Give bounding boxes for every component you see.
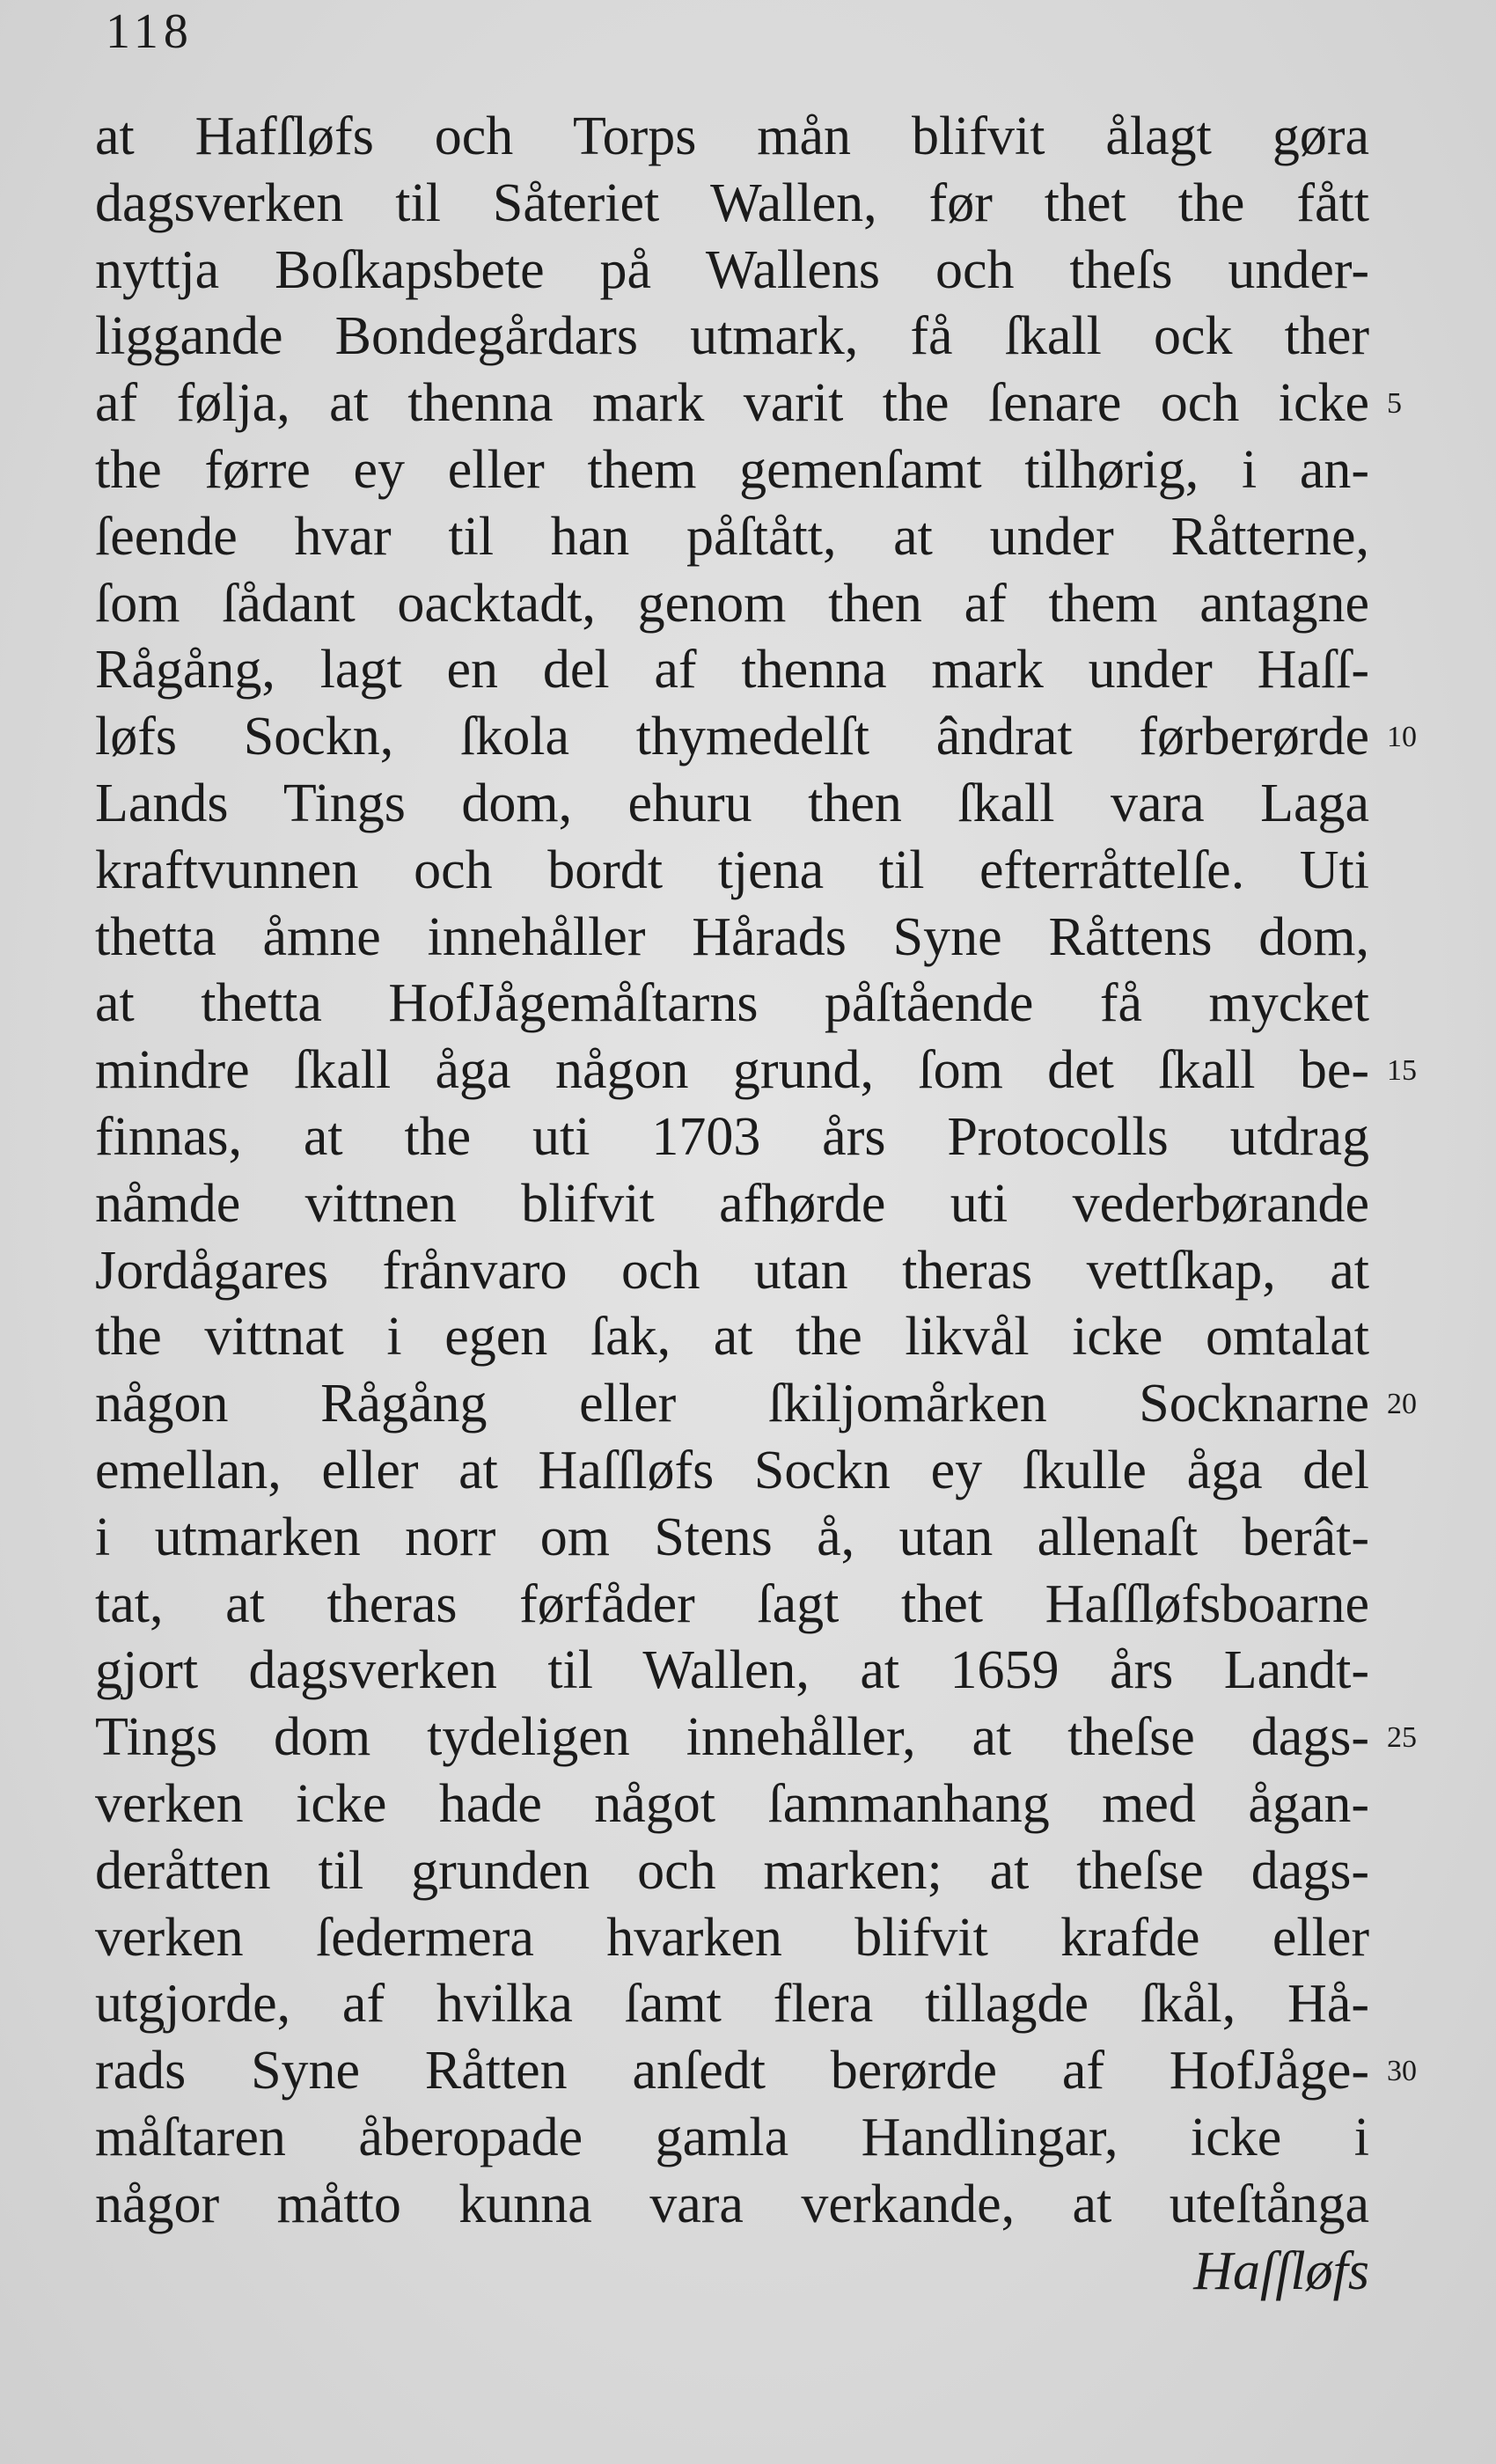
text-line <box>95 2172 1369 2239</box>
text-line <box>95 637 1369 704</box>
text-line <box>95 2038 1417 2105</box>
text-line <box>95 504 1369 571</box>
text-line <box>95 971 1369 1038</box>
line-text: the førre ey eller them gemenſamt tilhørig, i an- <box>95 439 1369 500</box>
line-text: mindre ſkall åga någon grund, ſom det ſkall be- <box>95 1040 1369 1101</box>
body-text <box>95 104 1417 2305</box>
line-number: 10 <box>1387 721 1417 754</box>
text-line <box>95 304 1369 370</box>
text-line <box>95 571 1369 638</box>
line-text: verken ſedermera hvarken blifvit krafde eller <box>95 1907 1369 1968</box>
line-text: emellan, eller at Haſſløfs Sockn ey ſkulle åga del <box>95 1440 1369 1500</box>
line-text: nåmde vittnen blifvit afhørde uti vederbørande <box>95 1173 1369 1234</box>
text-line <box>95 238 1369 304</box>
line-text: the vittnat i egen ſak, at the likvål icke omtalat <box>95 1307 1369 1368</box>
line-text: at thetta HofJågemåſtarns påſtående få mycket <box>95 973 1369 1034</box>
text-line <box>95 171 1369 238</box>
catchword-line <box>95 2239 1369 2306</box>
line-text: finnas, at the uti 1703 års Protocolls utdrag <box>95 1106 1369 1167</box>
line-text: verken icke hade något ſammanhang med ågan- <box>95 1773 1369 1834</box>
text-line <box>95 1238 1369 1305</box>
line-text: i utmarken norr om Stens å, utan allenaſt berât- <box>95 1507 1369 1567</box>
line-text: af følja, at thenna mark varit the ſenare och icke <box>95 373 1369 434</box>
page-number: 118 <box>106 4 194 59</box>
text-line <box>95 370 1402 437</box>
line-text: utgjorde, af hvilka ſamt flera tillagde ſkål, Hå- <box>95 1974 1369 2035</box>
line-text: någon Rågång eller ſkiljomårken Socknarne <box>95 1374 1369 1434</box>
text-line <box>95 771 1369 838</box>
text-line <box>95 1705 1417 1771</box>
line-text: tat, at theras førfåder ſagt thet Haſſløfsboarne <box>95 1573 1369 1634</box>
line-text: ſom ſådant oacktadt, genom then af them antagne <box>95 573 1369 634</box>
line-text: måſtaren åberopade gamla Handlingar, icke i <box>95 2107 1369 2167</box>
text-line <box>95 1438 1369 1505</box>
text-line <box>95 1905 1369 1972</box>
line-number: 5 <box>1387 387 1402 421</box>
text-line <box>95 838 1369 905</box>
line-text: rads Syne Råtten anſedt berørde af HofJåge- <box>95 2041 1369 2101</box>
text-line <box>95 1505 1369 1572</box>
line-text: Tings dom tydeligen innehåller, at theſse dags- <box>95 1707 1369 1768</box>
line-text: någor måtto kunna vara verkande, at uteſtånga <box>95 2174 1369 2234</box>
line-text: Lands Tings dom, ehuru then ſkall vara Laga <box>95 773 1369 833</box>
line-text: at Hafſløfs och Torps mån blifvit ålagt gøra <box>95 106 1369 166</box>
line-text: gjort dagsverken til Wallen, at 1659 års Landt- <box>95 1640 1369 1701</box>
line-text: dagsverken til Såteriet Wallen, før thet the fått <box>95 172 1369 233</box>
catchword: Haſſløfs <box>1193 2240 1369 2301</box>
text-line <box>95 1304 1369 1371</box>
text-line <box>95 1771 1369 1838</box>
line-text: kraftvunnen och bordt tjena til efterråttelſe. Uti <box>95 840 1369 900</box>
line-text: deråtten til grunden och marken; at theſse dags- <box>95 1840 1369 1901</box>
text-line <box>95 1104 1369 1171</box>
text-line <box>95 437 1369 504</box>
text-line <box>95 1971 1369 2038</box>
line-text: ſeende hvar til han påſtått, at under Råtterne, <box>95 506 1369 567</box>
text-line <box>95 1371 1417 1438</box>
text-line <box>95 905 1369 972</box>
line-number: 20 <box>1387 1388 1417 1421</box>
line-text: thetta åmne innehåller Hårads Syne Råttens dom, <box>95 906 1369 967</box>
line-text: Jordågares frånvaro och utan theras vettſkap, at <box>95 1240 1369 1301</box>
text-line <box>95 704 1417 771</box>
line-number: 25 <box>1387 1721 1417 1755</box>
line-number: 30 <box>1387 2055 1417 2088</box>
line-text: løfs Sockn, ſkola thymedelſt ândrat førberørde <box>95 707 1369 767</box>
text-line <box>95 1171 1369 1238</box>
text-line <box>95 104 1369 171</box>
text-line <box>95 1572 1369 1639</box>
line-text: nyttja Boſkapsbete på Wallens och theſs under- <box>95 239 1369 300</box>
line-text: liggande Bondegårdars utmark, få ſkall ock ther <box>95 306 1369 367</box>
line-number: 15 <box>1387 1054 1417 1088</box>
text-line <box>95 1838 1369 1905</box>
text-line <box>95 1638 1369 1705</box>
text-line <box>95 1038 1417 1104</box>
text-line <box>95 2105 1369 2172</box>
line-text: Rågång, lagt en del af thenna mark under Haſſ- <box>95 640 1369 700</box>
